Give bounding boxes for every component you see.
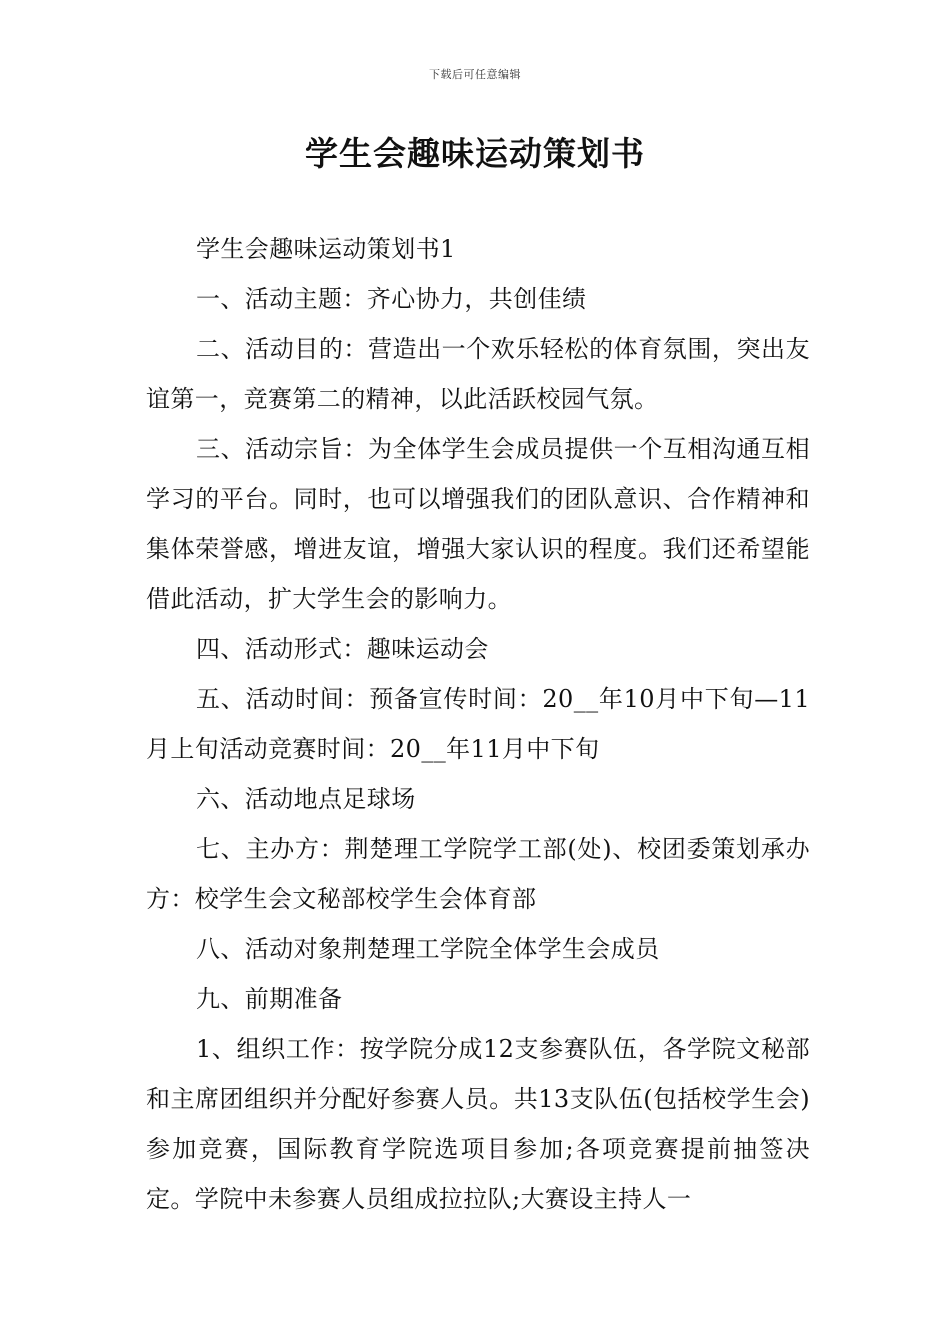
paragraph-aim: 三、活动宗旨：为全体学生会成员提供一个互相沟通互相学习的平台。同时，也可以增强我们的团队意识、合作精神和集体荣誉感，增进友谊，增强大家认识的程度。我们还希望能借此活动，扩大学生会的影响力。: [146, 435, 810, 613]
paragraph-plan-heading: 学生会趣味运动策划书1: [196, 235, 456, 263]
paragraph-organization-work: 1、组织工作：按学院分成12支参赛队伍，各学院文秘部和主席团组织并分配好参赛人员。共13支队伍(包括校学生会)参加竞赛，国际教育学院选项目参加;各项竞赛提前抽签决定。学院中未参赛人员组成拉拉队;大赛设主持人一: [146, 1035, 810, 1213]
paragraph-organizers: 七、主办方：荆楚理工学院学工部(处)、校团委策划承办方：校学生会文秘部校学生会体育部: [146, 835, 810, 913]
paragraph-theme: 一、活动主题：齐心协力，共创佳绩: [196, 285, 587, 313]
paragraph-time: 五、活动时间：预备宣传时间：20__年10月中下旬—11月上旬活动竞赛时间：20__年11月中下旬: [146, 685, 810, 763]
paragraph-preparation: 九、前期准备: [196, 985, 343, 1013]
paragraph-format: 四、活动形式：趣味运动会: [196, 635, 489, 663]
paragraph-purpose: 二、活动目的：营造出一个欢乐轻松的体育氛围，突出友谊第一，竞赛第二的精神，以此活跃校园气氛。: [146, 335, 810, 413]
header-note: 下载后可任意编辑: [429, 68, 521, 81]
document-title: 学生会趣味运动策划书: [305, 134, 645, 173]
paragraph-location: 六、活动地点足球场: [196, 785, 416, 813]
paragraph-participants: 八、活动对象荆楚理工学院全体学生会成员: [196, 935, 660, 963]
document-body: [146, 224, 810, 1224]
